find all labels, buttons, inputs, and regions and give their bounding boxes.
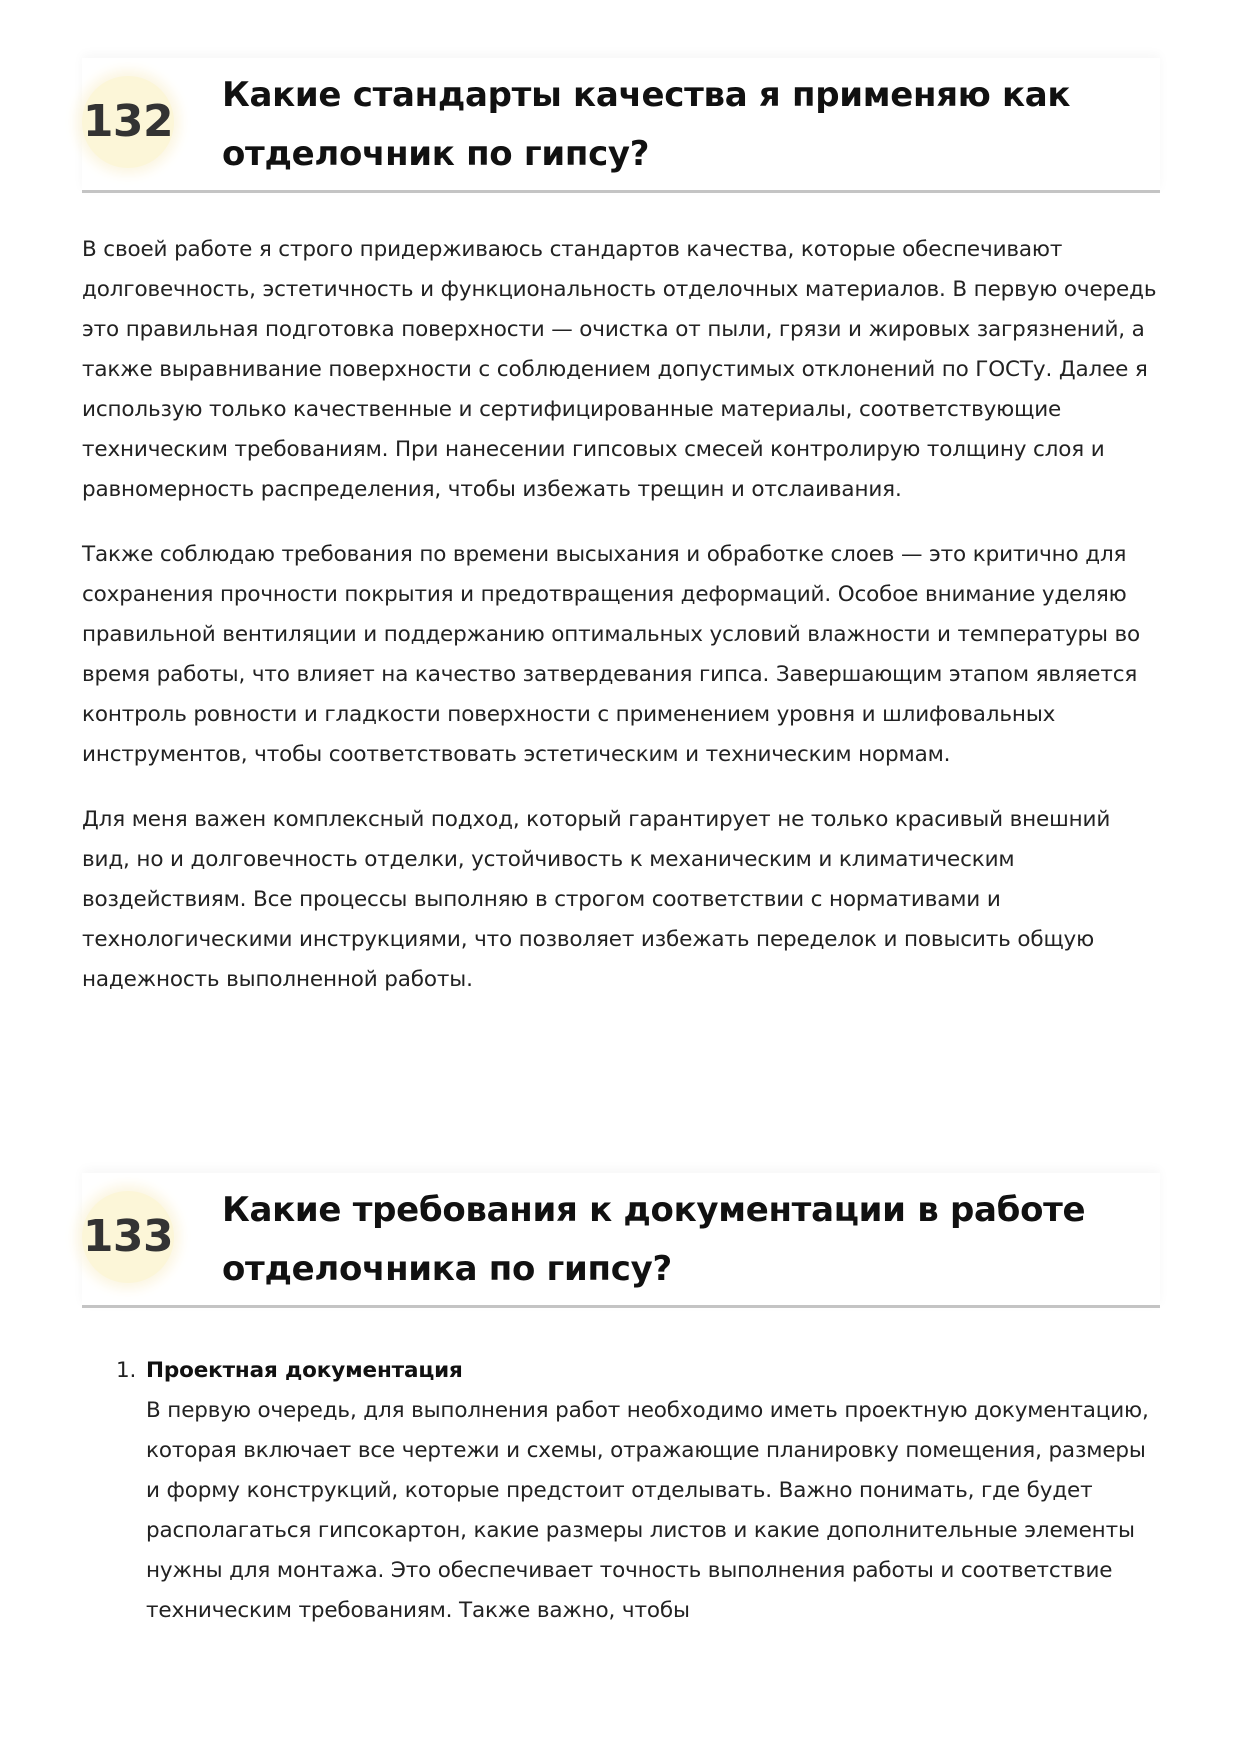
answer-paragraph: Также соблюдаю требования по времени высыхания и обработке слоев — это критично для сохранения прочности покрытия и предотвращения деформаций. Особое внимание уделяю правильной вентиляции и поддержанию оптимальных условий влажности и температуры во время работы, что влияет на качество затвердевания гипса. Завершающим этапом является контроль ровности и гладкости поверхности с применением уровня и шлифовальных инструментов, чтобы соответствовать эстетическим и техническим нормам. — [82, 542, 1141, 767]
question-number-badge: 132 — [82, 76, 174, 168]
question-header — [82, 1173, 1160, 1308]
answer-body — [82, 230, 1160, 1000]
question-header — [82, 58, 1160, 193]
list-item-title: Проектная документация — [146, 1358, 463, 1383]
question-title: Какие требования к документации в работе отделочника по гипсу? — [222, 1190, 1086, 1289]
question-133-section — [82, 1173, 1160, 1631]
requirements-list — [82, 1351, 1160, 1631]
list-item-text: В первую очередь, для выполнения работ необходимо иметь проектную документацию, которая включает все чертежи и схемы, отражающие планировку помещения, размеры и форму конструкций, которые предстоит отделывать. Важно понимать, где будет располагаться гипсокартон, какие размеры листов и какие дополнительные элементы нужны для монтажа. Это обеспечивает точность выполнения работы и соответствие техническим требованиям. Также важно, чтобы — [146, 1398, 1149, 1623]
answer-paragraph: В своей работе я строго придерживаюсь стандартов качества, которые обеспечивают долговечность, эстетичность и функциональность отделочных материалов. В первую очередь это правильная подготовка поверхности — очистка от пыли, грязи и жировых загрязнений, а также выравнивание поверхности с соблюдением допустимых отклонений по ГОСТу. Далее я использую только качественные и сертифицированные материалы, соответствующие техническим требованиям. При нанесении гипсовых смесей контролирую толщину слоя и равномерность распределения, чтобы избежать трещин и отслаивания. — [82, 237, 1157, 502]
list-item — [116, 1351, 1160, 1631]
list-item-number: 1. — [116, 1358, 137, 1383]
question-number-badge: 133 — [82, 1191, 174, 1283]
answer-paragraph: Для меня важен комплексный подход, который гарантирует не только красивый внешний вид, но и долговечность отделки, устойчивость к механическим и климатическим воздействиям. Все процессы выполняю в строгом соответствии с нормативами и технологическими инструкциями, что позволяет избежать переделок и повысить общую надежность выполненной работы. — [82, 807, 1111, 992]
question-132-section — [82, 58, 1160, 1025]
question-title: Какие стандарты качества я применяю как отделочник по гипсу? — [222, 75, 1071, 174]
